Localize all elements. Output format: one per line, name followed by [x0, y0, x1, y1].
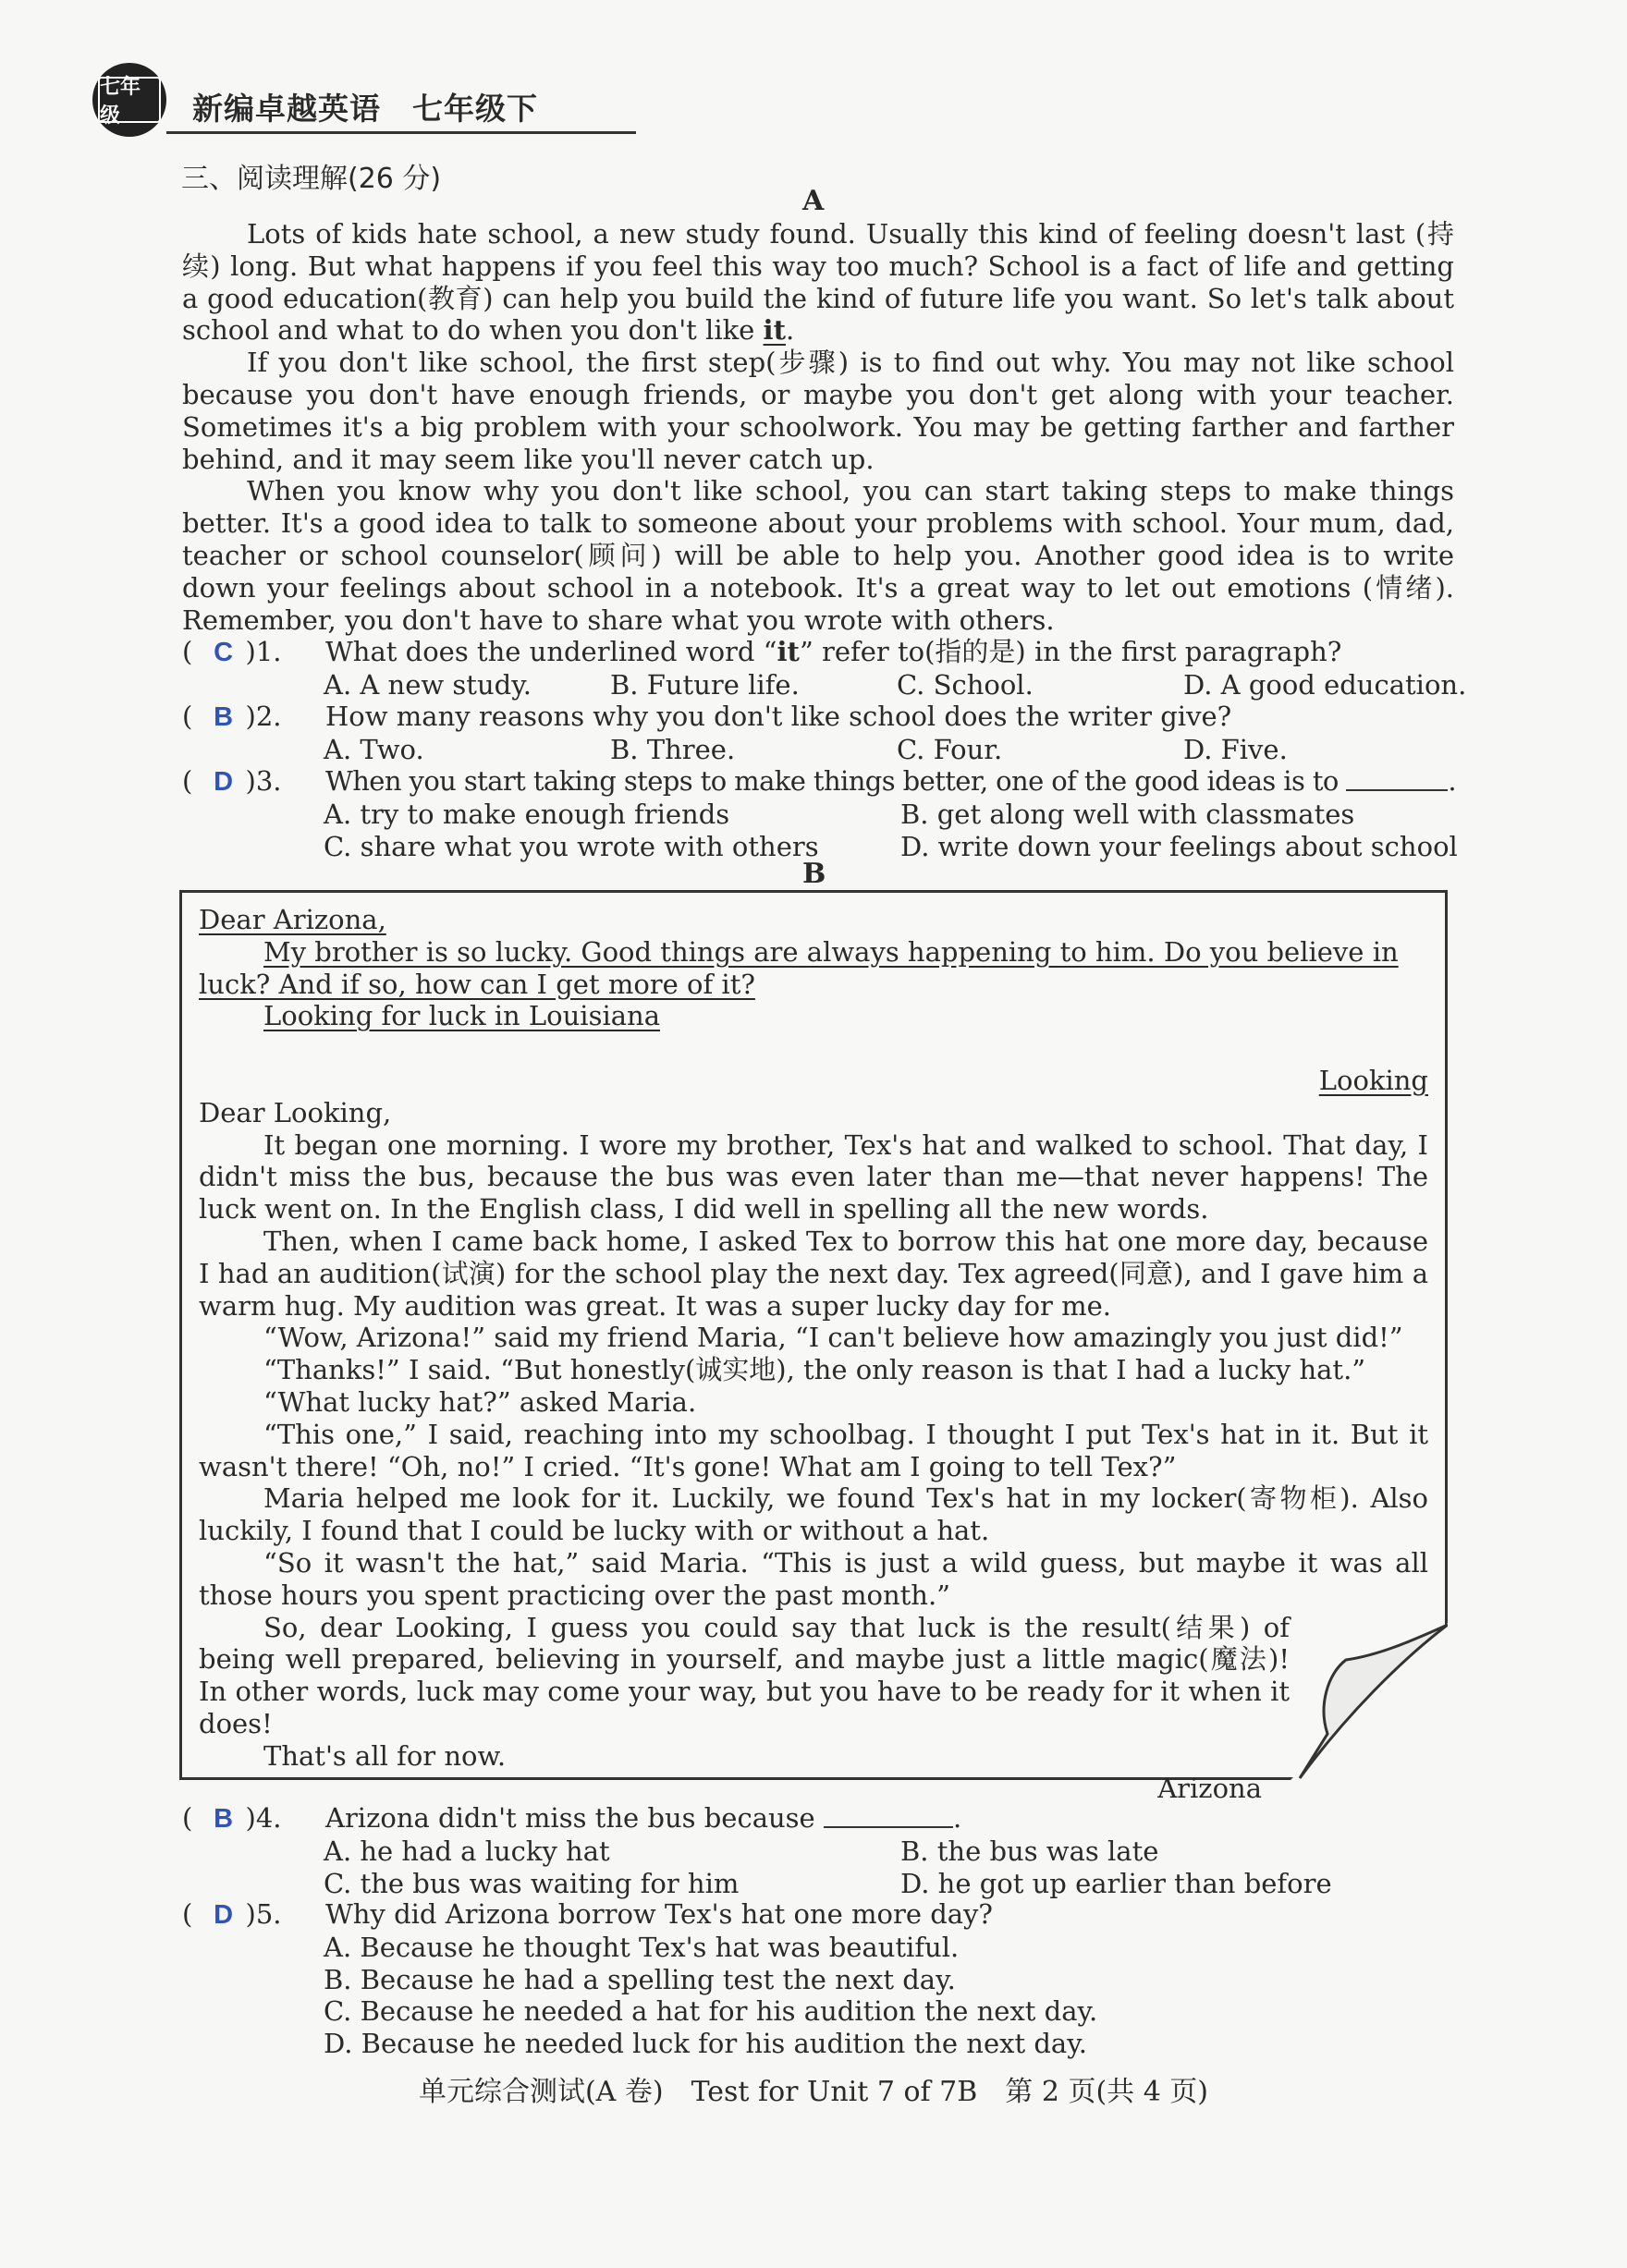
answer-letter: B [214, 1804, 234, 1834]
letter2-paragraph: So, dear Looking, I guess you could say that luck is the result(结果) of being well prepared, believing in yourself, and maybe just a little magic(魔法)! In other words, luck may come your way, but you have to be ready for it when it does! [199, 1611, 1290, 1739]
answer-blank [824, 1802, 953, 1828]
page-curl-icon [1291, 1623, 1448, 1780]
option-a: A. Two. [324, 733, 424, 765]
page-footer: 单元综合测试(A 卷) Test for Unit 7 of 7B 第 2 页(共 4 页) [418, 2076, 1209, 2108]
letter2-paragraph: It began one morning. I wore my brother, Tex's hat and walked to school. That day, I didn't miss the bus, because the bus was even later than me—that never happens! The luck went on. In the English class, I did well in spelling all the new words. [199, 1128, 1428, 1225]
letter2-paragraph: Maria helped me look for it. Luckily, we found Tex's hat in my locker(寄物柜). Also luckily, I found that I could be lucky with or without a hat. [199, 1482, 1428, 1547]
answer-slot: ( B )2. [182, 701, 282, 732]
option-a: A. A new study. [324, 668, 532, 701]
option-d: D. Five. [1183, 733, 1288, 765]
passage-a-paragraph [182, 218, 1454, 347]
option-d: D. A good education. [1183, 668, 1467, 701]
question-stem: Arizona didn't miss the bus because [325, 1802, 815, 1834]
question-stem: Why did Arizona borrow Tex's hat one more day? [325, 1898, 993, 1930]
passage-a [182, 218, 1454, 636]
letter2-paragraph: “Wow, Arizona!” said my friend Maria, “I can't believe how amazingly you just did!” [263, 1322, 1403, 1354]
letter2-paragraph: “This one,” I said, reaching into my schoolbag. I thought I put Tex's hat in it. But it wasn't there! “Oh, no!” I cried. “It's gone! What am I going to tell Tex?” [199, 1418, 1428, 1482]
option-b: B. the bus was late [900, 1835, 1159, 1867]
letter1-line: luck? And if so, how can I get more of it? [199, 968, 755, 1000]
option-b: B. get along well with classmates [900, 798, 1355, 830]
answer-letter: D [214, 767, 234, 797]
letter2-paragraph: Then, when I came back home, I asked Tex to borrow this hat one more day, because I had an audition(试演) for the school play the next day. Tex agreed(同意), and I gave him a warm hug. My audition was great. It was a super lucky day for me. [199, 1225, 1428, 1322]
answer-letter: B [214, 702, 234, 732]
option-c: C. Four. [897, 733, 1003, 765]
letter2-paragraph: “What lucky hat?” asked Maria. [263, 1385, 697, 1418]
option-c: C. School. [897, 668, 1034, 701]
question-number: )2. [245, 701, 282, 732]
option-d: D. he got up earlier than before [900, 1867, 1332, 1899]
passage-b-label: B [802, 858, 826, 890]
option-a: A. he had a lucky hat [324, 1835, 610, 1867]
option-c: C. share what you wrote with others [324, 830, 819, 862]
passage-a-label: A [802, 185, 825, 217]
underlined-it: it [763, 314, 786, 347]
question-number: )1. [245, 636, 282, 667]
option-a: A. Because he thought Tex's hat was beautiful. [324, 1931, 960, 1963]
answer-slot: ( D )3. [182, 765, 282, 797]
letter2-greeting: Dear Looking, [199, 1096, 392, 1128]
page-header [92, 63, 544, 137]
question-stem: What does the underlined word “it” refer to(指的是) in the first paragraph? [325, 636, 1342, 667]
option-b: B. Future life. [610, 668, 800, 701]
book-title: 新编卓越英语 七年级下 [192, 91, 538, 127]
question-number: )4. [245, 1802, 282, 1834]
header-divider [166, 131, 636, 134]
letter-box [179, 890, 1448, 1804]
letter1-line: My brother is so lucky. Good things are always happening to him. Do you believe in [263, 935, 1399, 968]
question-number: )3. [245, 765, 282, 797]
question-3: ( D )3. When you start taking steps to make things better, one of the good ideas is to . A. try to make enough friends B. get along well with classmates C. share what you wrote with others D. write down your feelings about school [182, 765, 1458, 862]
letter2-paragraph: “So it wasn't the hat,” said Maria. “This is just a wild guess, but maybe it was all those hours you spent practicing over the past month.” [199, 1546, 1428, 1611]
passage-a-paragraph: If you don't like school, the first step(步骤) is to find out why. You may not like school because you don't have enough friends, or maybe you don't get along with your teacher. Sometimes it's a big problem with your schoolwork. You may be getting farther and farther behind, and it may seem like you'll never catch up. [182, 347, 1454, 475]
option-b: B. Three. [610, 733, 736, 765]
option-b: B. Because he had a spelling test the next day. [324, 1963, 956, 1995]
question-stem: When you start taking steps to make things better, one of the good ideas is to [325, 765, 1339, 797]
letter-content [199, 904, 1428, 1804]
letter1-signature: Looking [1318, 1064, 1428, 1096]
option-d: D. Because he needed luck for his audition the next day. [324, 2028, 1087, 2060]
option-c: C. the bus was waiting for him [324, 1867, 740, 1899]
answer-letter: D [214, 1900, 234, 1930]
passage-a-paragraph: When you know why you don't like school, you can start taking steps to make things better. It's a good idea to talk to someone about your problems with school. Your mum, dad, teacher or school counselor(顾问) will be able to help you. Another good idea is to write down your feelings about school in a notebook. It's a great way to let out emotions (情绪). Remember, you don't have to share what you wrote with others. [182, 475, 1454, 636]
grade-logo-text: 七年级 [98, 77, 161, 123]
letter2-signature: Arizona [1157, 1772, 1262, 1804]
passage-a-p1-end: . [785, 314, 795, 347]
question-2 [182, 701, 1467, 766]
option-c: C. Because he needed a hat for his audition the next day. [324, 1995, 1098, 2028]
question-5 [182, 1898, 1467, 2060]
question-number: )5. [245, 1898, 282, 1930]
answer-blank [1346, 765, 1448, 791]
answer-slot: ( D )5. [182, 1898, 282, 1930]
letter1-signoff: Looking for luck in Louisiana [263, 1000, 660, 1032]
question-1 [182, 636, 1467, 701]
answer-slot: ( C )1. [182, 636, 282, 667]
option-d: D. write down your feelings about school [900, 830, 1458, 862]
option-a: A. try to make enough friends [324, 798, 730, 830]
answer-slot: ( B )4. [182, 1802, 282, 1834]
letter1-greeting: Dear Arizona, [199, 904, 386, 935]
grade-logo [92, 63, 166, 137]
question-4: ( B )4. Arizona didn't miss the bus because . A. he had a lucky hat B. the bus was late C. the bus was waiting for him D. he got up earlier than before [182, 1802, 1332, 1899]
letter2-paragraph: That's all for now. [263, 1739, 507, 1772]
letter2-paragraph: “Thanks!” I said. “But honestly(诚实地), the only reason is that I had a lucky hat.” [263, 1354, 1366, 1386]
section-title: 三、阅读理解(26 分) [181, 163, 442, 195]
passage-a-p1-text: Lots of kids hate school, a new study found. Usually this kind of feeling doesn't last (持续) long. But what happens if you feel this way too much? School is a fact of life and getting a good education(教育) can help you build the kind of future life you want. So let's talk about school and what to do when you don't like [182, 218, 1454, 347]
answer-letter: C [214, 638, 234, 667]
question-stem: How many reasons why you don't like school does the writer give? [325, 701, 1232, 732]
